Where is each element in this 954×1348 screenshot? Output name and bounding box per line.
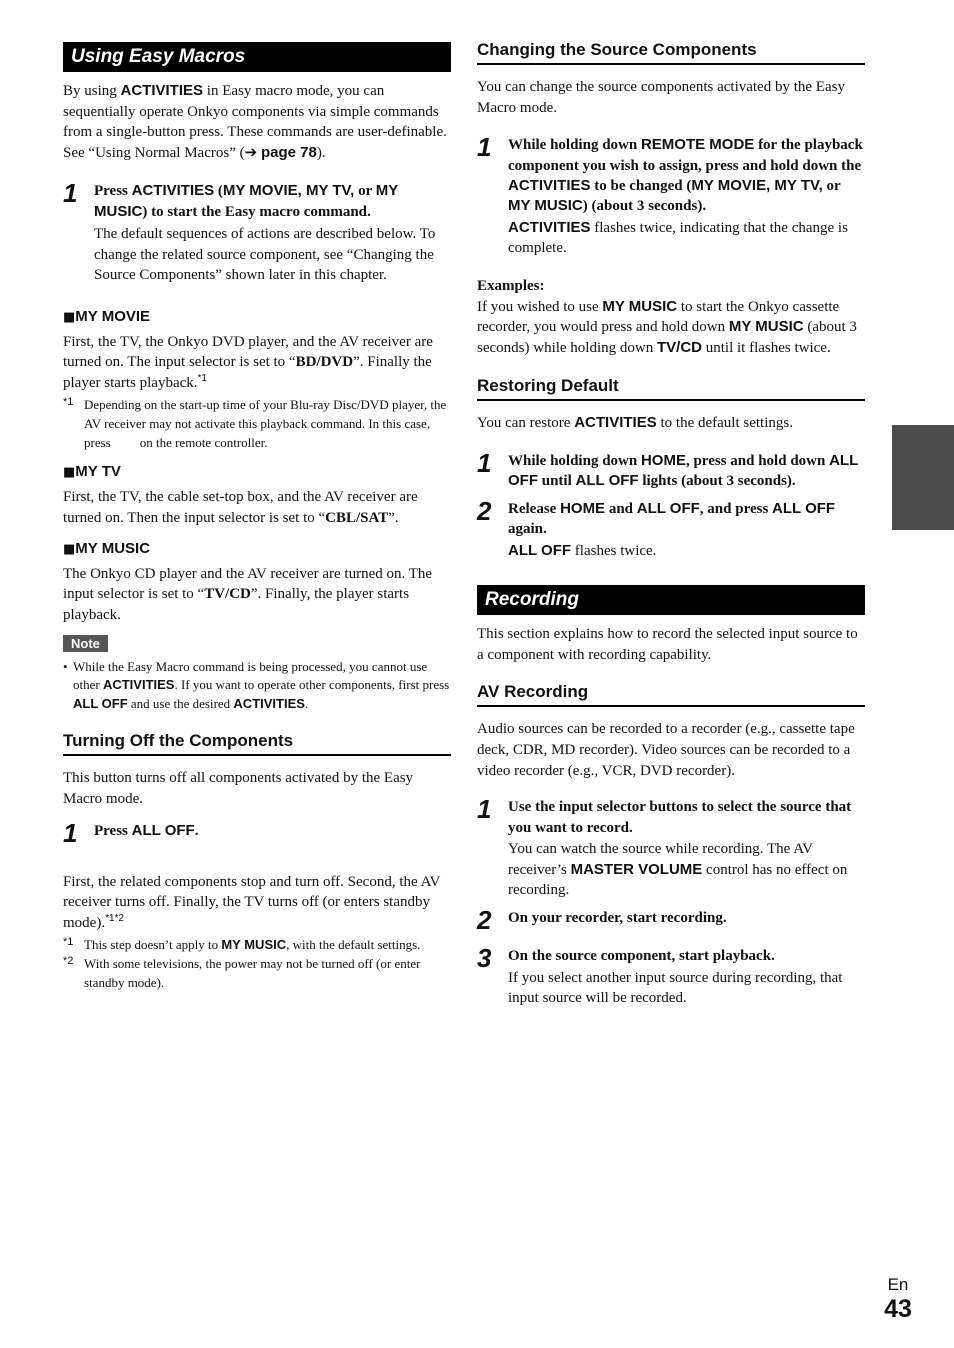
- step-result: ALL OFF flashes twice.: [508, 541, 657, 559]
- my-music-paragraph: The Onkyo CD player and the AV receiver are turned on. The input selector is set to “TV/CD”. Finally, the player starts playback.: [63, 565, 433, 623]
- square-bullet-icon: ■: [63, 465, 76, 481]
- note-block: [63, 635, 451, 714]
- step-number: 3: [477, 943, 492, 974]
- heading-my-music: ■MY MUSIC: [63, 540, 151, 558]
- step-lead: Use the input selector buttons to select the source that you want to record.: [508, 799, 852, 836]
- step-number: 1: [63, 818, 78, 849]
- footnote-ref: *1: [197, 372, 207, 384]
- chapter-tab: [892, 425, 954, 530]
- examples-heading: Examples:: [477, 278, 545, 294]
- step-lead: On the source component, start playback.: [508, 948, 775, 965]
- step-1-all-off: [63, 818, 451, 849]
- language-label: En: [887, 1275, 909, 1294]
- step-1-av: [477, 794, 865, 901]
- step-result: ACTIVITIES flashes twice, indicating that the change is complete.: [508, 218, 848, 257]
- step-body: The default sequences of actions are described below. To change the related source component, see “Changing the Source Components” shown later in this chapter.: [94, 226, 436, 284]
- activities-key: ACTIVITIES: [120, 82, 204, 99]
- intro-paragraph: By using ACTIVITIES in Easy macro mode, you can sequentially operate Onkyo components via simple commands from a single-button press. These commands are user-definable. See “Using Normal Macros” (➔ page 78).: [63, 82, 447, 161]
- my-tv-paragraph: First, the TV, the cable set-top box, and the AV receiver are turned on. Then the input selector is set to “CBL/SAT”.: [63, 488, 418, 526]
- heading-my-tv: ■MY TV: [63, 463, 121, 481]
- page-number: 43: [884, 1295, 912, 1323]
- footnote-movie: *1 Depending on the start-up time of your Blu-ray Disc/DVD player, the AV receiver may not activate this playback command. In this case, press on the remote controller.: [63, 396, 447, 451]
- section-title-easy-macros: Using Easy Macros: [63, 42, 451, 72]
- step-1-activities: [63, 178, 451, 286]
- section-title-recording: Recording: [477, 585, 865, 615]
- footnote-ref: *1*2: [105, 913, 124, 925]
- restore-intro: You can restore ACTIVITIES to the default settings.: [477, 414, 793, 432]
- footnote-1: *1 This step doesn’t apply to MY MUSIC, with the default settings.: [63, 935, 421, 952]
- av-recording-intro: Audio sources can be recorded to a recorder (e.g., cassette tape deck, CDR, MD recorder). Video sources can be recorded to a video recorder (e.g., VCR, DVD recorder).: [477, 721, 855, 779]
- square-bullet-icon: ■: [63, 309, 76, 325]
- step-1-restore: [477, 447, 865, 492]
- arrow-icon: ➔: [244, 143, 258, 161]
- step-number: 2: [477, 495, 492, 526]
- step-2-restore: [477, 495, 865, 561]
- step-lead: Release HOME and ALL OFF, and press ALL OFF again.: [508, 499, 836, 538]
- changing-intro: You can change the source components activated by the Easy Macro mode.: [477, 79, 845, 116]
- heading-turning-off: Turning Off the Components: [63, 731, 451, 756]
- recording-intro: This section explains how to record the selected input source to a component with recording capability.: [477, 626, 858, 663]
- heading-av-recording: AV Recording: [477, 682, 865, 707]
- step-lead: While holding down REMOTE MODE for the playback component you wish to assign, press and hold down the ACTIVITIES to be changed (MY MOVIE, MY TV, or MY MUSIC) (about 3 seconds).: [508, 136, 863, 215]
- footnote-2: *2 With some televisions, the power may not be turned off (or enter standby mode).: [63, 954, 421, 990]
- step-2-av: [477, 904, 865, 935]
- heading-changing-source: Changing the Source Components: [477, 40, 865, 65]
- step-3-av: [477, 943, 865, 1009]
- step-number: 1: [477, 794, 492, 825]
- square-bullet-icon: ■: [63, 542, 76, 558]
- heading-restoring-default: Restoring Default: [477, 376, 865, 401]
- note-label: Note: [63, 635, 108, 652]
- step-body: You can watch the source while recording. The AV receiver’s MASTER VOLUME control has no effect on recording.: [508, 840, 848, 899]
- page-number-block: [880, 1276, 916, 1324]
- turn-off-result: First, the related components stop and turn off. Second, the AV receiver turns off. Finally, the TV turns off (or enters standby mode).$^{*1*2}$: [63, 873, 441, 932]
- step-body: If you select another input source during recording, that input source will be recorded.: [508, 969, 843, 1007]
- turn-off-intro: This button turns off all components activated by the Easy Macro mode.: [63, 770, 414, 807]
- step-number: 1: [63, 178, 78, 209]
- step-number: 1: [477, 447, 492, 478]
- examples-paragraph: If you wished to use MY MUSIC to start the Onkyo cassette recorder, you would press and hold down MY MUSIC (about 3 seconds) while holding down TV/CD until it flashes twice.: [477, 297, 857, 356]
- heading-my-movie: ■MY MOVIE: [63, 307, 151, 325]
- step-lead: Press ACTIVITIES (MY MOVIE, MY TV, or MY MUSIC) to start the Easy macro command.: [94, 182, 398, 220]
- right-column: [477, 40, 865, 1009]
- step-lead: On your recorder, start recording.: [508, 909, 727, 926]
- step-number: 2: [477, 904, 492, 935]
- page-reference: page 78: [260, 143, 317, 161]
- step-lead: Press ALL OFF.: [94, 822, 199, 840]
- step-lead: While holding down HOME, press and hold down ALL OFF until ALL OFF lights (about 3 seconds).: [508, 451, 858, 490]
- note-bullet: • While the Easy Macro command is being processed, you cannot use other ACTIVITIES. If you want to operate other components, first press ALL OFF and use the desired ACTIVITIES.: [63, 658, 451, 714]
- my-movie-paragraph: First, the TV, the Onkyo DVD player, and the AV receiver are turned on. The input selector is set to “BD/DVD”. Finally the player starts playback.$^{*1}$: [63, 333, 433, 391]
- step-1-change-source: [477, 132, 865, 259]
- step-number: 1: [477, 132, 492, 163]
- left-column: [63, 40, 451, 992]
